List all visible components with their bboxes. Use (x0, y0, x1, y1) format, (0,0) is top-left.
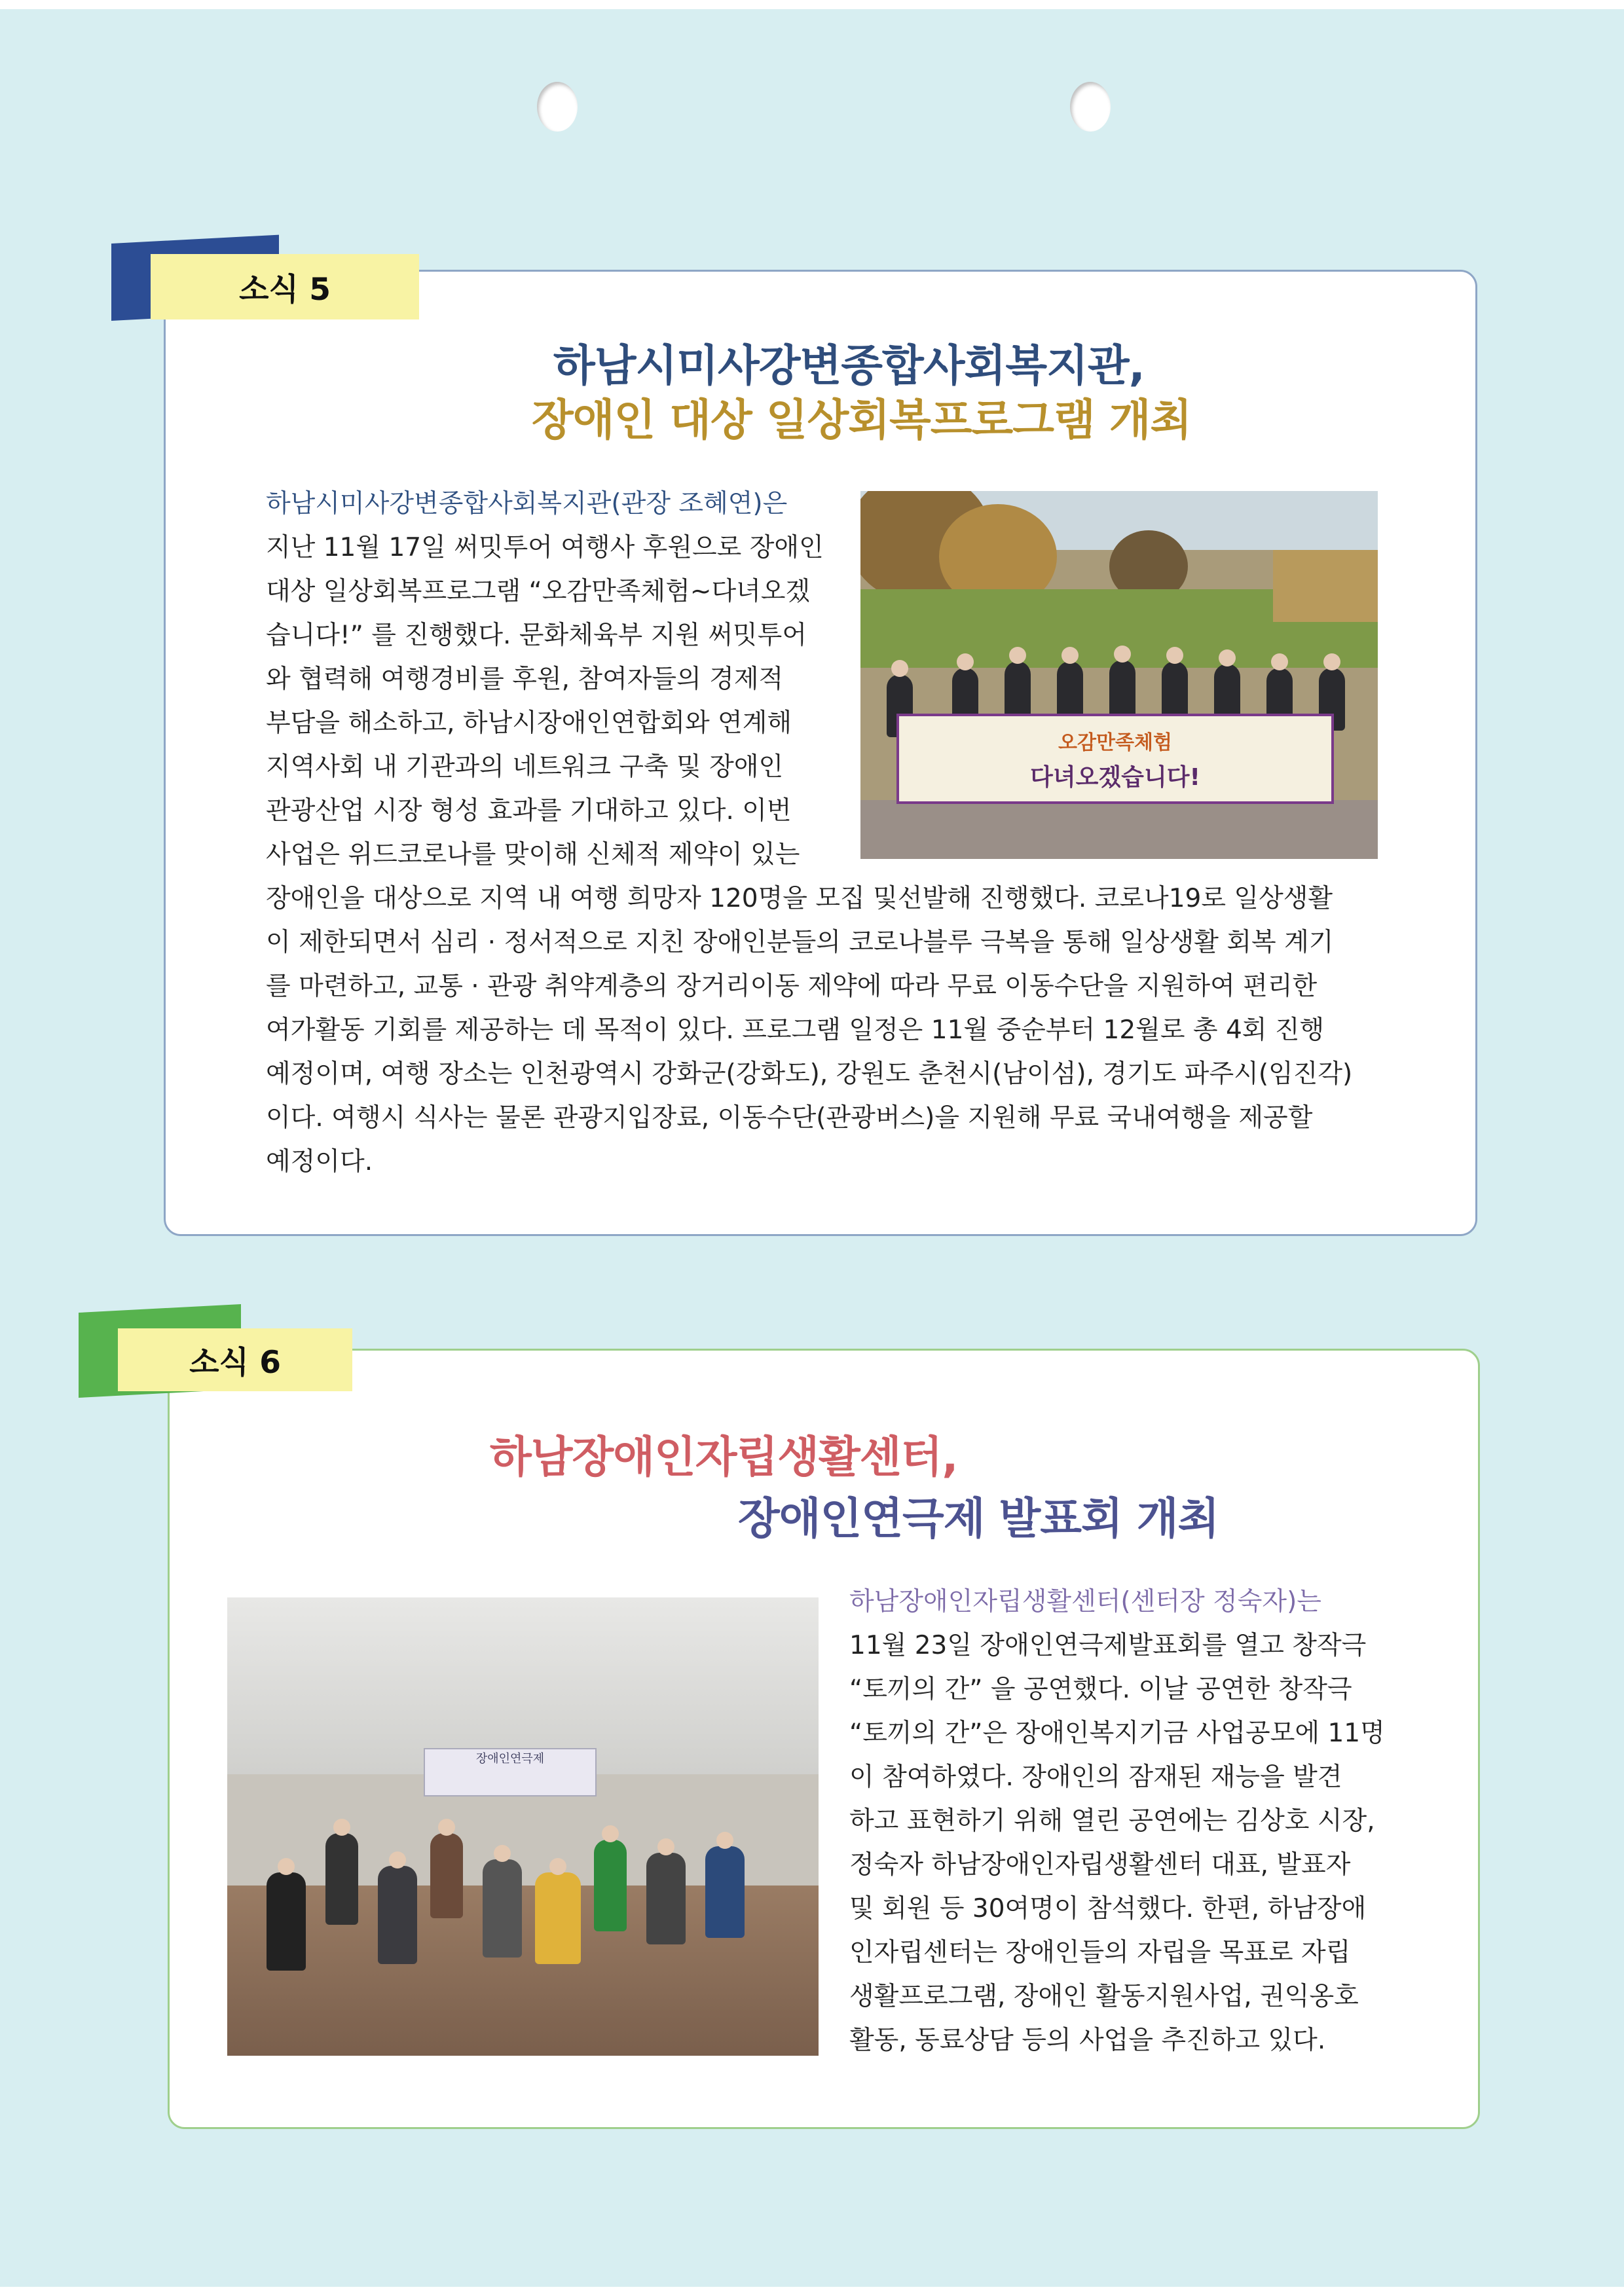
banner-text-1: 오감만족체험 (1058, 731, 1172, 754)
person-face (1271, 653, 1288, 670)
body-line: 이 제한되면서 심리 · 정서적으로 지친 장애인분들의 코로나블루 극복을 통해 일상생활 회복 계기 (266, 928, 1334, 957)
body-line: 예정이며, 여행 장소는 인천광역시 강화군(강화도), 강원도 춘천시(남이섬), 경기도 파주시(임진각) (266, 1059, 1353, 1089)
body-line: 장애인을 대상으로 지역 내 여행 희망자 120명을 모집 및선발해 진행했다. 코로나19로 일상생활 (266, 884, 1333, 913)
body-line: 지난 11월 17일 써밋투어 여행사 후원으로 장애인 (266, 533, 824, 562)
body-line: 및 회원 등 30여명이 참석했다. 한편, 하남장애 (849, 1894, 1367, 1923)
person (705, 1846, 745, 1938)
photo-building (1273, 550, 1378, 622)
binder-hole-right (1070, 82, 1111, 132)
binder-hole-left (537, 82, 578, 132)
person (267, 1872, 306, 1971)
person (535, 1872, 581, 1964)
headline-line-1: 하남장애인자립생활센터, (490, 1432, 958, 1482)
body-line: “토끼의 간” 을 공연했다. 이날 공연한 창작극 (849, 1675, 1352, 1704)
person (594, 1840, 627, 1931)
body-line: “토끼의 간”은 장애인복지기금 사업공모에 11명 (849, 1719, 1385, 1748)
person-face (333, 1819, 350, 1836)
body-line: 활동, 동료상담 등의 사업을 추진하고 있다. (849, 2026, 1326, 2055)
event-banner (896, 714, 1334, 804)
person (646, 1853, 686, 1944)
person (378, 1866, 417, 1964)
person-face (278, 1858, 295, 1875)
photo-crowd (267, 1794, 790, 1990)
person-face (1219, 649, 1236, 666)
body-line: 대상 일상회복프로그램 “오감만족체험~다녀오겠 (266, 577, 811, 606)
body-line: 인자립센터는 장애인들의 자립을 목표로 자립 (849, 1938, 1351, 1967)
person-face (1166, 647, 1183, 664)
tag-label: 소식 6 (118, 1328, 352, 1391)
person-face (1323, 653, 1340, 670)
person-face (438, 1819, 455, 1836)
person-face (657, 1838, 674, 1855)
body-line: 생활프로그램, 장애인 활동지원사업, 권익옹호 (849, 1982, 1359, 2011)
person-face (1061, 647, 1079, 664)
body-line: 관광산업 시장 형성 효과를 기대하고 있다. 이번 (266, 796, 792, 826)
stage-banner (424, 1748, 597, 1796)
event-photo-outing (860, 491, 1378, 859)
body-line: 하남시미사강변종합사회복지관(관장 조혜연)은 (266, 489, 788, 519)
body-line: 하남장애인자립생활센터(센터장 정숙자)는 (849, 1587, 1321, 1616)
person-face (549, 1858, 566, 1875)
body-line: 사업은 위드코로나를 맞이해 신체적 제약이 있는 (266, 840, 800, 869)
body-line: 부담을 해소하고, 하남시장애인연합회와 연계해 (266, 708, 792, 738)
body-line: 하고 표현하기 위해 열린 공연에는 김상호 시장, (849, 1806, 1375, 1836)
body-line: 와 협력해 여행경비를 후원, 참여자들의 경제적 (266, 665, 784, 694)
person-face (1114, 646, 1131, 663)
person-face (957, 653, 974, 670)
person (325, 1833, 358, 1925)
body-line: 정숙자 하남장애인자립생활센터 대표, 발표자 (849, 1850, 1351, 1880)
body-line: 이 참여하였다. 장애인의 잠재된 재능을 발견 (849, 1762, 1342, 1792)
body-line: 를 마련하고, 교통 · 관광 취약계층의 장거리이동 제약에 따라 무료 이동수단을 지원하여 편리한 (266, 972, 1318, 1001)
tag-label: 소식 5 (151, 254, 419, 319)
person (483, 1859, 522, 1958)
headline-line-2: 장애인연극제 발표회 개최 (738, 1493, 1219, 1544)
person-face (1009, 647, 1026, 664)
headline-line-2: 장애인 대상 일상회복프로그램 개최 (532, 395, 1192, 445)
event-photo-theater (227, 1597, 819, 2056)
person-face (602, 1825, 619, 1842)
body-line: 예정이다. (266, 1147, 373, 1176)
body-line: 이다. 여행시 식사는 물론 관광지입장료, 이동수단(관광버스)을 지원해 무료 국내여행을 제공할 (266, 1103, 1313, 1133)
body-line: 여가활동 기회를 제공하는 데 목적이 있다. 프로그램 일정은 11월 중순부터 12월로 총 4회 진행 (266, 1015, 1325, 1045)
body-line: 11월 23일 장애인연극제발표회를 열고 창작극 (849, 1631, 1367, 1660)
photo-ground (860, 800, 1378, 859)
stage-banner-text: 장애인연극제 (475, 1752, 545, 1766)
page-bottom-edge (0, 2287, 1624, 2296)
banner-text-2: 다녀오겠습니다! (1030, 763, 1200, 791)
page-top-edge (0, 0, 1624, 9)
person-face (389, 1851, 406, 1868)
person-face (716, 1832, 733, 1849)
person-face (494, 1845, 511, 1862)
headline-line-1: 하남시미사강변종합사회복지관, (553, 340, 1145, 391)
person (430, 1833, 463, 1918)
body-line: 지역사회 내 기관과의 네트워크 구축 및 장애인 (266, 752, 784, 782)
body-line: 습니다!” 를 진행했다. 문화체육부 지원 써밋투어 (266, 621, 807, 650)
person-face (891, 660, 908, 677)
